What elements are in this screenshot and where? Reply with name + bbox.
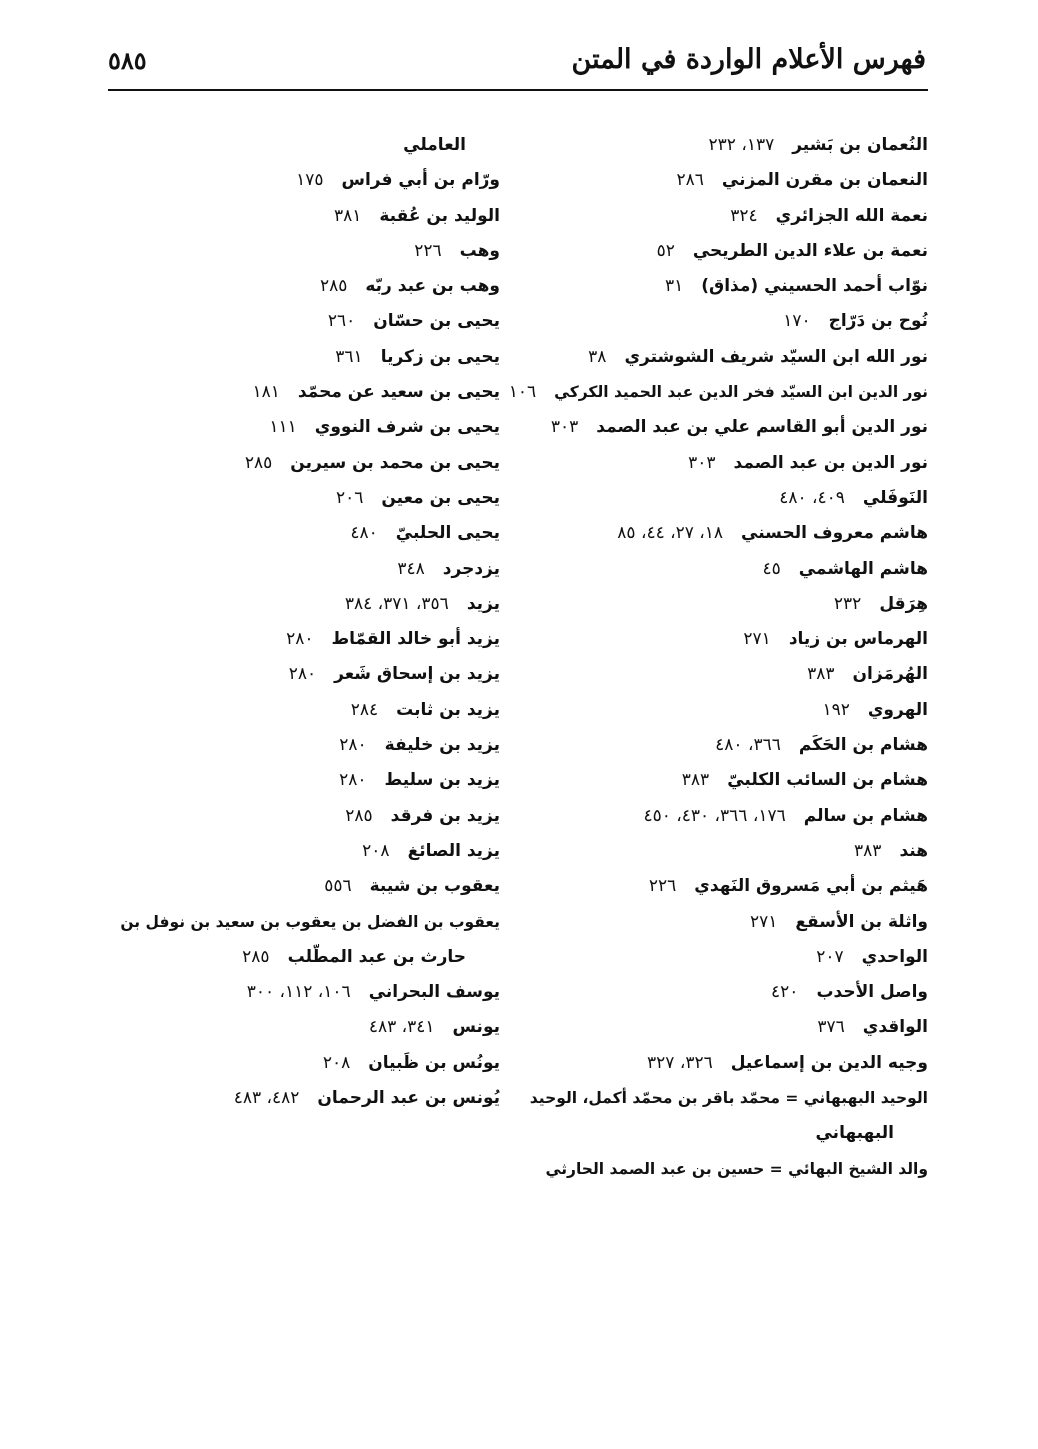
page-number: ٥٨٥ [108, 46, 147, 75]
index-entry [72, 869, 500, 904]
index-entry [72, 834, 500, 869]
entry-pages: ٣٢٤ [730, 205, 758, 226]
index-entry [528, 1010, 928, 1045]
entry-name: هاشم معروف الحسني [741, 523, 928, 544]
running-header-title: فهرس الأعلام الواردة في المتن [571, 44, 926, 75]
entry-pages: ١٧٥ [296, 170, 324, 191]
entry-pages: ٢٠٨ [362, 840, 390, 861]
entry-name: والد الشيخ البهائي = حسين بن عبد الصمد الحارثي [545, 1159, 928, 1178]
index-entry [528, 269, 928, 304]
index-entry [72, 552, 500, 587]
entry-pages: ٣٢٦، ٣٢٧ [647, 1052, 713, 1073]
entry-name: هَيثم بن أبي مَسروق النَهدي [694, 876, 928, 897]
entry-pages: ٣٧٦ [817, 1017, 845, 1038]
entry-pages: ١٩٢ [822, 699, 850, 720]
index-entry [72, 622, 500, 657]
entry-name: يحيى بن زكريا [380, 346, 500, 367]
entry-name: ورّام بن أبي فراس [341, 170, 500, 191]
index-entry [72, 799, 500, 834]
entry-pages: ٤٨٢، ٤٨٣ [233, 1088, 300, 1109]
entry-name: يحيى بن حسّان [373, 311, 500, 332]
entry-pages: ٢٨٥ [242, 946, 270, 967]
entry-pages: ٢٨٠ [339, 770, 367, 791]
entry-name: نوّاب أحمد الحسيني (مذاق) [701, 276, 928, 297]
entry-name: وجيه الدين بن إسماعيل [730, 1052, 928, 1073]
entry-pages: ٥٥٦ [324, 876, 352, 897]
index-entry [72, 728, 500, 763]
entry-pages: ٤٠٩، ٤٨٠ [779, 487, 845, 508]
index-entry [72, 375, 500, 410]
index-entry [528, 340, 928, 375]
entry-name: هشام بن الحَكَم [798, 735, 928, 756]
entry-pages: ٢٨٠ [339, 735, 367, 756]
entry-name: يزيد بن خليفة [384, 735, 500, 756]
entry-name: يعقوب بن شيبة [369, 876, 500, 897]
entry-pages: ٢٨٥ [319, 276, 348, 297]
index-entry [72, 128, 500, 163]
entry-name: يحيى الحلبيّ [395, 523, 500, 544]
index-entry [528, 693, 928, 728]
index-entry [72, 1046, 500, 1081]
index-entry [72, 340, 500, 375]
entry-pages: ٣٨ [588, 346, 607, 367]
index-entry [72, 657, 500, 692]
entry-pages: ٢٨٦ [676, 170, 704, 191]
entry-pages: ٢٣٢ [833, 593, 862, 614]
index-entry [528, 552, 928, 587]
entry-name: نور الله ابن السيّد شريف الشوشتري [624, 346, 928, 367]
index-entry [72, 1081, 500, 1116]
index-entry [528, 481, 928, 516]
entry-name: الوليد بن عُقبة [379, 205, 500, 226]
entry-pages: ٢٨٥ [244, 452, 273, 473]
entry-name: نور الدين ابن السيّد فخر الدين عبد الحميد الكركي [554, 383, 928, 402]
entry-pages: ١١١ [269, 417, 297, 438]
index-entry [528, 410, 928, 445]
entry-name: النُعمان بن بَشير [792, 135, 928, 155]
entry-name: نُوح بن دَرّاج [828, 311, 928, 332]
entry-name: واصل الأحدب [816, 982, 928, 1003]
index-entry [528, 1081, 928, 1116]
entry-name: يحيى بن سعيد عن محمّد [297, 382, 500, 403]
index-column-right [508, 128, 928, 1187]
entry-pages: ١٧٦، ٣٦٦، ٤٣٠، ٤٥٠ [643, 805, 786, 826]
entry-name: يزيد [466, 593, 500, 614]
index-entry [72, 410, 500, 445]
entry-name: الهُرمَزان [852, 664, 928, 685]
entry-pages: ٢٨٠ [286, 629, 314, 650]
entry-pages: ١٣٧، ٢٣٢ [708, 135, 775, 155]
entry-pages: ٢٢٦ [648, 876, 677, 897]
entry-pages: ٢٧١ [749, 911, 778, 932]
entry-name: يزيد بن إسحاق شَعر [334, 664, 500, 685]
entry-name: يزيد أبو خالد القمّاط [331, 629, 500, 650]
index-entry [528, 199, 928, 234]
entry-pages: ٣٨٣ [807, 664, 835, 685]
entry-name: يزيد بن ثابت [396, 699, 500, 720]
index-entry [528, 1152, 928, 1187]
entry-name: نعمة الله الجزائري [775, 205, 928, 226]
entry-pages: ١٨١ [252, 382, 280, 403]
index-entry [508, 375, 928, 410]
entry-name: نور الدين أبو القاسم علي بن عبد الصمد [596, 417, 928, 438]
index-entry [528, 763, 928, 798]
entry-pages: ٣١ [664, 276, 684, 297]
index-entry [72, 763, 500, 798]
index-entry [72, 446, 500, 481]
entry-pages: ٣٠٣ [688, 452, 716, 473]
entry-name: الوحيد البهبهاني = محمّد باقر بن محمّد أكمل، الوحيد [529, 1089, 928, 1108]
index-entry [72, 905, 500, 940]
entry-name: يحيى بن محمد بن سيرين [290, 452, 500, 473]
index-entry [72, 304, 500, 339]
index-entry [528, 163, 928, 198]
entry-pages: ٣٨٣ [681, 770, 710, 791]
index-entry [528, 905, 928, 940]
entry-name: البهبهاني [815, 1123, 894, 1144]
index-entry [72, 975, 500, 1010]
entry-name: العاملي [403, 135, 466, 155]
entry-pages: ٢٨٤ [350, 699, 379, 720]
entry-name: نعمة بن علاء الدين الطريحي [692, 240, 928, 261]
index-entry [528, 1116, 928, 1151]
index-entry [528, 975, 928, 1010]
entry-name: يونس [452, 1017, 500, 1038]
entry-name: يُونس بن عبد الرحمان [317, 1088, 500, 1109]
entry-name: يعقوب بن الفضل بن يعقوب بن سعيد بن نوفل بن [120, 912, 500, 931]
entry-pages: ٢٧١ [743, 629, 771, 650]
entry-pages: ٣٤١، ٤٨٣ [368, 1017, 435, 1038]
entry-pages: ١٠٦ [508, 382, 537, 403]
index-entry [528, 657, 928, 692]
entry-pages: ٣٨١ [333, 205, 362, 226]
index-entry [72, 587, 500, 622]
index-entry [72, 163, 500, 198]
entry-name: يحيى بن معين [381, 487, 500, 508]
entry-pages: ٢٠٦ [335, 487, 364, 508]
entry-pages: ٢٨٥ [345, 805, 373, 826]
entry-name: الواقدي [862, 1017, 928, 1038]
entry-name: يوسف البحراني [368, 982, 500, 1003]
index-entry [72, 269, 500, 304]
entry-name: هشام بن السائب الكلبيّ [727, 770, 928, 791]
index-entry [72, 940, 500, 975]
header-rule [108, 89, 928, 91]
entry-name: يزيد بن فرقد [390, 805, 500, 826]
index-entry [72, 1010, 500, 1045]
index-entry [528, 516, 928, 551]
entry-pages: ٢٢٦ [414, 240, 442, 261]
entry-name: يزيد الصائغ [407, 840, 500, 861]
entry-name: نور الدين بن عبد الصمد [733, 452, 928, 473]
entry-pages: ٤٢٠ [771, 982, 799, 1003]
index-entry [72, 199, 500, 234]
entry-pages: ٢٦٠ [327, 311, 356, 332]
entry-pages: ٣٨٣ [854, 840, 882, 861]
index-entry [528, 799, 928, 834]
entry-pages: ٢٨٠ [288, 664, 317, 685]
entry-pages: ٣٥٦، ٣٧١، ٣٨٤ [344, 593, 449, 614]
index-entry [528, 587, 928, 622]
entry-name: يحيى بن شرف النووي [314, 417, 500, 438]
entry-pages: ١٨، ٢٧، ٤٤، ٨٥ [617, 523, 724, 544]
entry-pages: ٤٨٠ [350, 523, 378, 544]
entry-name: النعمان بن مقرن المزني [721, 170, 928, 191]
index-entry [528, 869, 928, 904]
entry-name: يونُس بن ظَبيان [368, 1052, 500, 1073]
entry-name: هشام بن سالم [803, 805, 928, 826]
index-entry [528, 234, 928, 269]
entry-pages: ٥٢ [656, 240, 675, 261]
entry-pages: ١٠٦، ١١٢، ٣٠٠ [246, 982, 351, 1003]
entry-name: هاشم الهاشمي [798, 558, 928, 579]
entry-pages: ١٧٠ [783, 311, 811, 332]
index-entry [72, 516, 500, 551]
index-column-left [72, 128, 500, 1116]
entry-name: النَوفَلي [862, 487, 928, 508]
index-entry [528, 834, 928, 869]
index-entry [528, 728, 928, 763]
index-entry [72, 481, 500, 516]
entry-pages: ٣٤٨ [397, 558, 425, 579]
index-entry [528, 622, 928, 657]
index-entry [528, 304, 928, 339]
entry-name: هِرَقل [879, 593, 928, 614]
entry-pages: ٣٠٣ [550, 417, 579, 438]
entry-name: حارث بن عبد المطّلب [287, 946, 466, 967]
index-entry [528, 940, 928, 975]
entry-name: الواحدي [861, 946, 928, 967]
entry-name: يزيد بن سليط [384, 770, 500, 791]
entry-pages: ٢٠٧ [816, 946, 844, 967]
entry-name: الهرماس بن زياد [788, 629, 928, 650]
entry-pages: ٣٦٦، ٤٨٠ [715, 735, 781, 756]
entry-pages: ٤٥ [762, 558, 781, 579]
index-entry [528, 128, 928, 163]
entry-name: وهب [459, 240, 500, 261]
entry-name: هند [899, 840, 928, 861]
index-entry [72, 234, 500, 269]
entry-name: يزدجرد [442, 558, 500, 579]
entry-name: الهروي [867, 699, 928, 720]
entry-name: واثلة بن الأسقع [795, 911, 928, 932]
index-entry [72, 693, 500, 728]
index-entry [528, 1046, 928, 1081]
entry-pages: ٢٠٨ [322, 1052, 351, 1073]
entry-name: وهب بن عبد ربّه [365, 276, 500, 297]
entry-pages: ٣٦١ [335, 346, 363, 367]
index-entry [528, 446, 928, 481]
